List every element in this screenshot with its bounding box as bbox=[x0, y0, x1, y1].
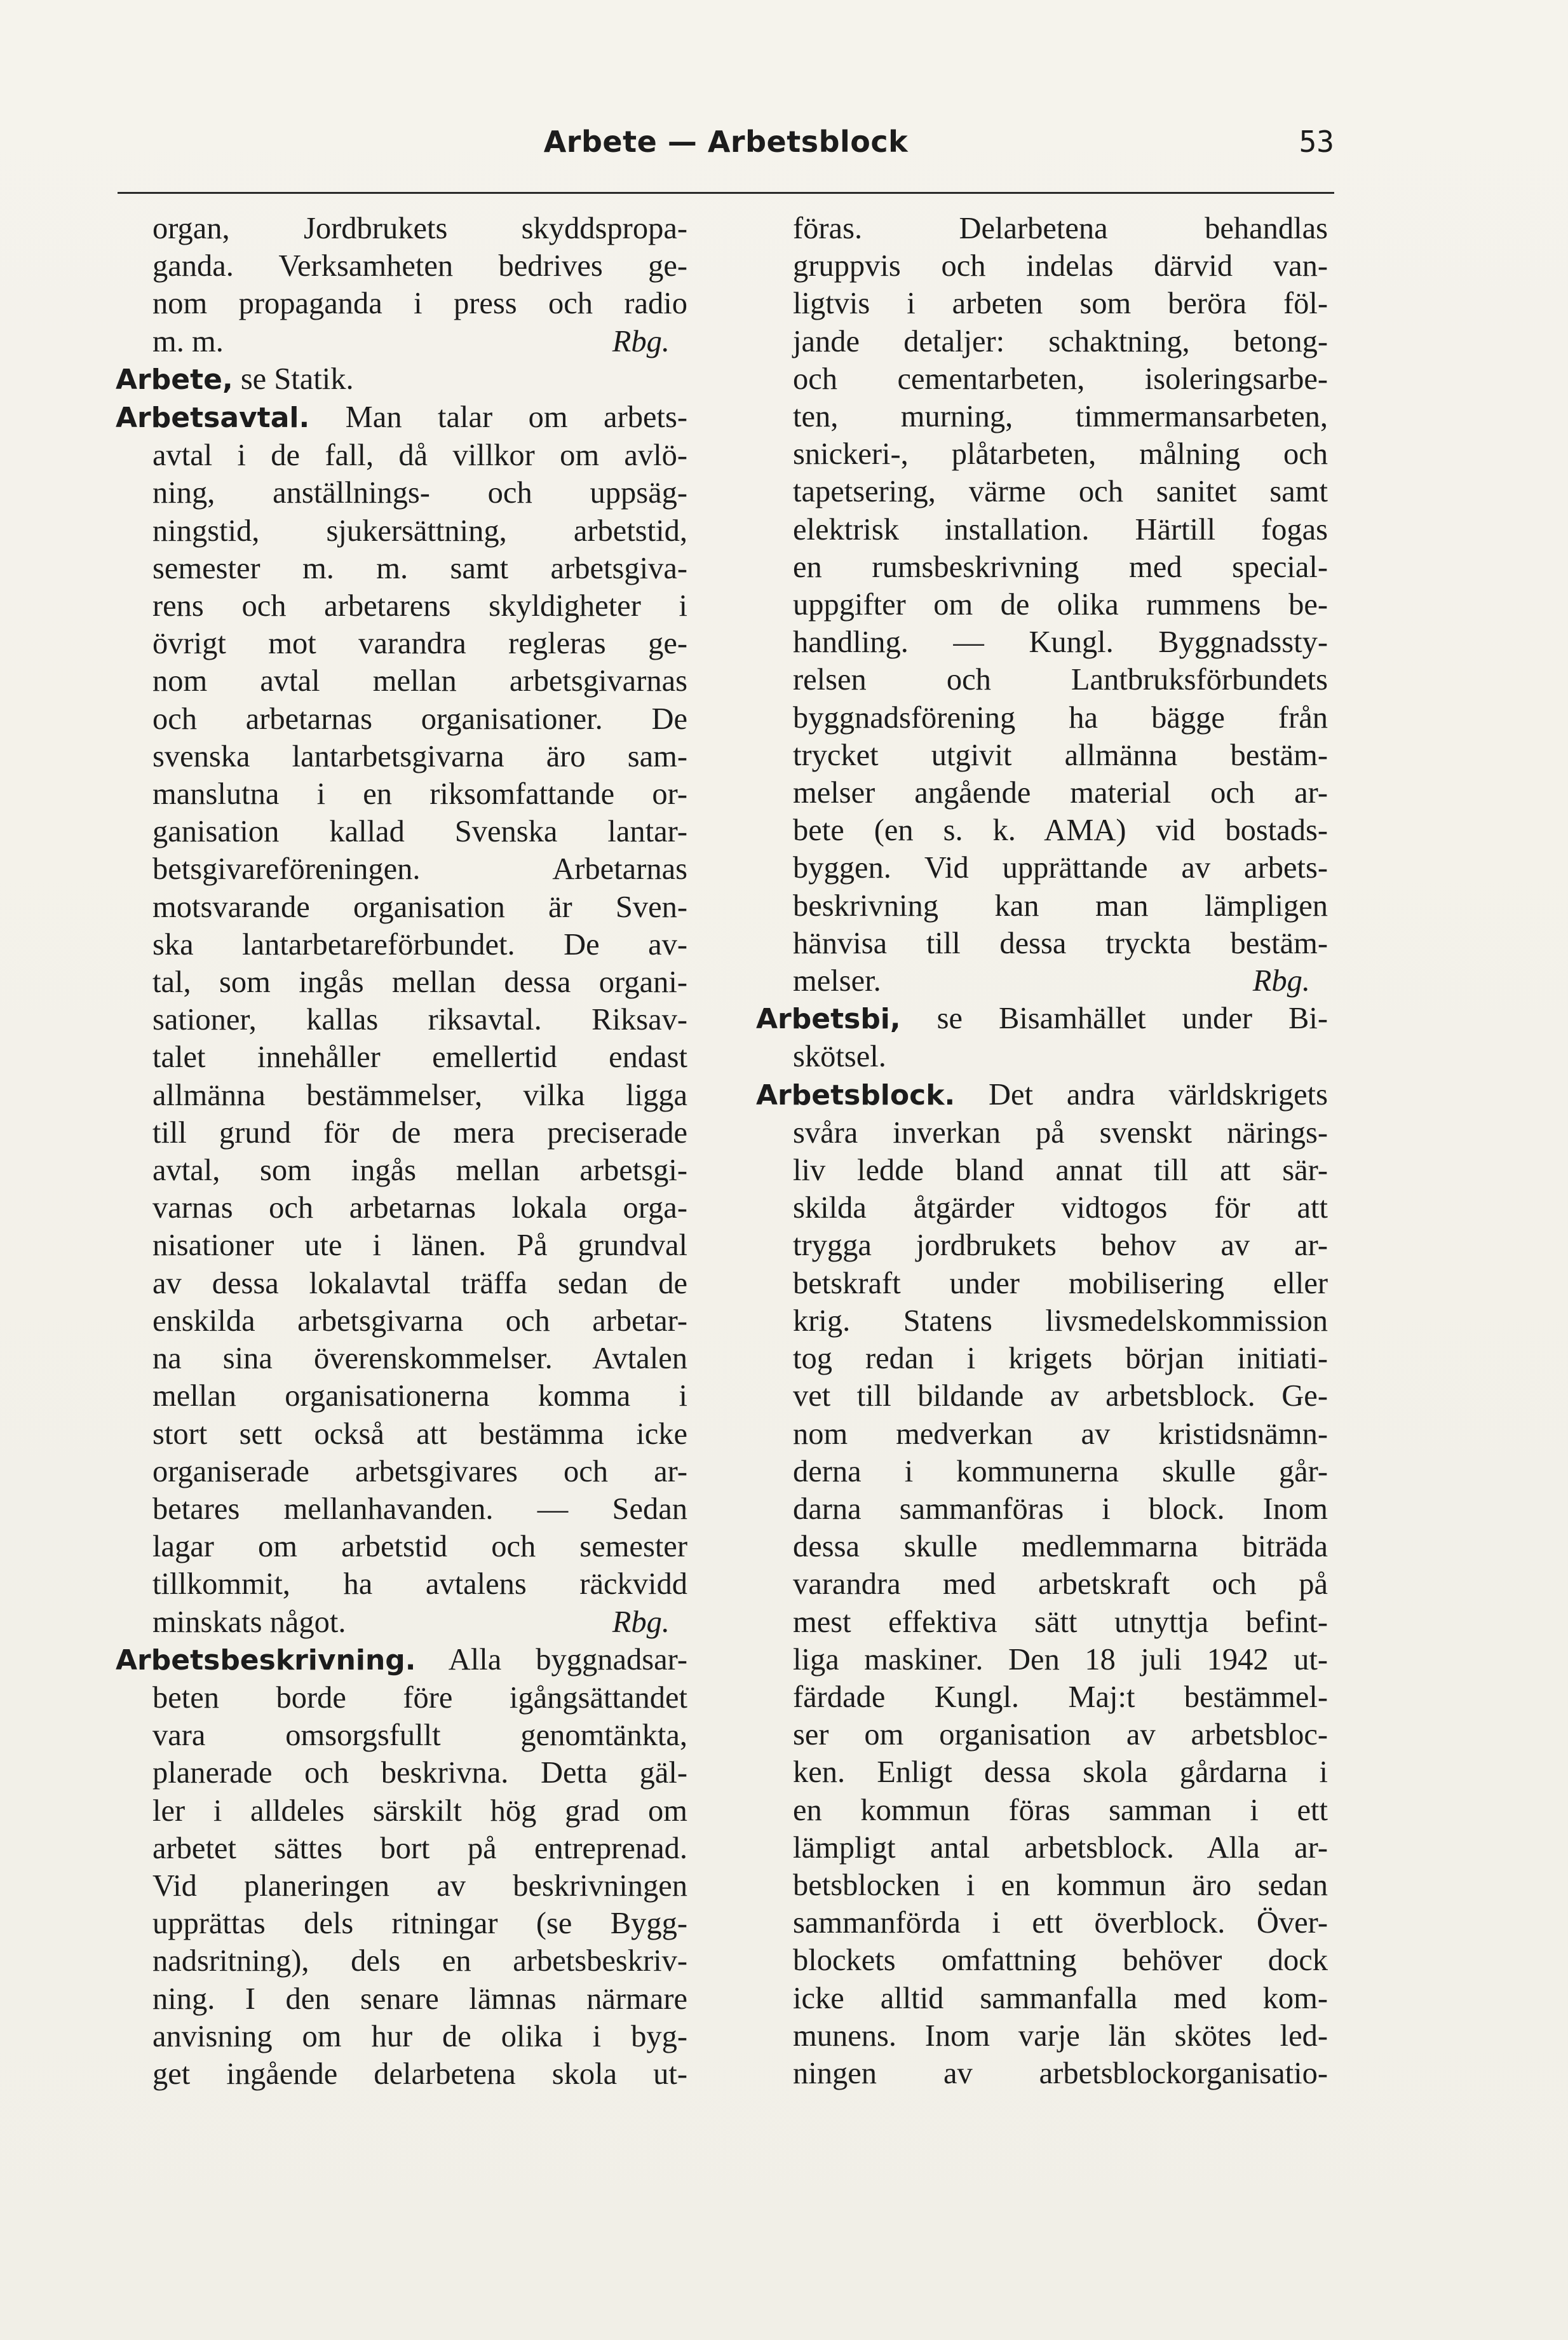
line-text: m. m. bbox=[152, 324, 224, 358]
text-line bbox=[116, 1077, 687, 1114]
text-line bbox=[756, 586, 1328, 623]
text-line bbox=[756, 1340, 1328, 1377]
text-line bbox=[116, 1227, 687, 1264]
text-line bbox=[116, 850, 687, 888]
text-line bbox=[756, 398, 1328, 435]
text-line bbox=[116, 1038, 687, 1076]
line-text: skilda åtgärder vidtogos för att bbox=[793, 1191, 1328, 1225]
line-text: Man talar om arbets- bbox=[309, 400, 687, 435]
line-text: ning, anställnings- och uppsäg- bbox=[152, 476, 687, 510]
line-text: munens. Inom varje län skötes led- bbox=[793, 2018, 1328, 2053]
text-line bbox=[756, 774, 1328, 812]
text-line bbox=[756, 661, 1328, 698]
text-line bbox=[116, 1152, 687, 1189]
text-line bbox=[116, 587, 687, 625]
text-line bbox=[116, 625, 687, 662]
text-line bbox=[756, 1038, 1328, 1075]
text-line bbox=[116, 1792, 687, 1830]
line-text: beskrivning kan man lämpligen bbox=[793, 888, 1328, 923]
line-text: nisationer ute i länen. På grundval bbox=[152, 1228, 687, 1263]
text-line bbox=[756, 2055, 1328, 2092]
line-text: se Bisamhället under Bi- bbox=[900, 1002, 1328, 1036]
text-line bbox=[756, 1792, 1328, 1829]
line-text: ganda. Verksamheten bedrives ge- bbox=[152, 249, 687, 283]
text-line bbox=[116, 398, 687, 437]
text-line bbox=[116, 360, 687, 398]
line-text: enskilda arbetsgivarna och arbetar- bbox=[152, 1303, 687, 1338]
text-line bbox=[756, 1867, 1328, 1904]
line-text: färdade Kungl. Maj:t bestämmel- bbox=[793, 1680, 1328, 1714]
line-text: beten borde före igångsättandet bbox=[152, 1680, 687, 1715]
line-text: uppgifter om de olika rummens be- bbox=[793, 588, 1328, 622]
text-line bbox=[116, 285, 687, 322]
text-line bbox=[756, 360, 1328, 398]
line-text: stort sett också att bestämma icke bbox=[152, 1417, 687, 1451]
text-line bbox=[116, 738, 687, 775]
text-line bbox=[116, 550, 687, 587]
text-line bbox=[116, 926, 687, 963]
line-text: vet till bildande av arbetsblock. Ge- bbox=[793, 1379, 1328, 1413]
text-line bbox=[116, 1340, 687, 1377]
line-text: ska lantarbetareförbundet. De av- bbox=[152, 927, 687, 962]
text-line bbox=[756, 1565, 1328, 1603]
line-text: arbetet sättes bort på entreprenad. bbox=[152, 1831, 687, 1865]
line-text: avtal i de fall, då villkor om avlö- bbox=[152, 439, 687, 473]
text-line bbox=[116, 1603, 687, 1641]
line-text: nom propaganda i press och radio bbox=[152, 287, 687, 321]
text-line bbox=[116, 1189, 687, 1227]
text-line bbox=[756, 737, 1328, 774]
line-text: liv ledde bland annat till att sär- bbox=[793, 1153, 1328, 1188]
line-text: skötsel. bbox=[793, 1040, 886, 1074]
line-text: liga maskiner. Den 18 juli 1942 ut- bbox=[793, 1642, 1328, 1677]
text-line bbox=[116, 247, 687, 285]
left-column bbox=[116, 210, 687, 2093]
line-text: övrigt mot varandra regleras ge- bbox=[152, 627, 687, 661]
page-number: 53 bbox=[1299, 125, 1334, 159]
text-line bbox=[756, 1603, 1328, 1641]
line-text: svenska lantarbetsgivarna äro sam- bbox=[152, 739, 687, 773]
text-line bbox=[756, 812, 1328, 849]
line-text: nom avtal mellan arbetsgivarnas bbox=[152, 664, 687, 698]
text-line bbox=[756, 473, 1328, 510]
line-text: Vid planeringen av beskrivningen bbox=[152, 1868, 687, 1903]
text-line bbox=[116, 1302, 687, 1340]
line-text: Det andra världskrigets bbox=[955, 1077, 1328, 1112]
text-line bbox=[116, 1980, 687, 2018]
line-text: av dessa lokalavtal träffa sedan de bbox=[152, 1266, 687, 1300]
running-head: Arbete — Arbetsblock bbox=[543, 125, 909, 159]
header-rule bbox=[118, 192, 1334, 194]
text-line bbox=[116, 1377, 687, 1415]
line-text: betsgivareföreningen. Arbetarnas bbox=[152, 852, 687, 887]
line-text: ningstid, sjukersättning, arbetstid, bbox=[152, 514, 687, 548]
line-text: snickeri-, plåtarbeten, målning och bbox=[793, 437, 1328, 472]
text-line bbox=[756, 1076, 1328, 1114]
line-text: en rumsbeskrivning med special- bbox=[793, 550, 1328, 584]
line-text: betskraft under mobilisering eller bbox=[793, 1266, 1328, 1300]
line-text: varandra med arbetskraft och på bbox=[793, 1567, 1328, 1602]
text-line bbox=[116, 512, 687, 550]
text-line bbox=[756, 247, 1328, 285]
line-text: svåra inverkan på svenskt närings- bbox=[793, 1115, 1328, 1150]
line-text: ler i alldeles särskilt hög grad om bbox=[152, 1793, 687, 1828]
line-text: sammanförda i ett överblock. Över- bbox=[793, 1906, 1328, 1940]
text-line bbox=[116, 1905, 687, 1942]
text-line bbox=[116, 1114, 687, 1152]
line-text: vara omsorgsfullt genomtänkta, bbox=[152, 1718, 687, 1753]
line-text: till grund för de mera preciserade bbox=[152, 1115, 687, 1150]
text-line bbox=[756, 1904, 1328, 1942]
line-text: talet innehåller emellertid endast bbox=[152, 1040, 687, 1075]
text-line bbox=[756, 1980, 1328, 2017]
line-text: dessa skulle medlemmarna biträda bbox=[793, 1530, 1328, 1564]
line-text: en kommun föras samman i ett bbox=[793, 1793, 1328, 1827]
text-line bbox=[756, 1716, 1328, 1753]
text-line bbox=[756, 1678, 1328, 1716]
text-line bbox=[116, 1679, 687, 1717]
text-line bbox=[116, 437, 687, 474]
text-line bbox=[756, 623, 1328, 661]
text-line bbox=[116, 1754, 687, 1792]
text-line bbox=[116, 1528, 687, 1565]
line-text: organiserade arbetsgivares och ar- bbox=[152, 1454, 687, 1488]
line-text: blockets omfattning behöver dock bbox=[793, 1943, 1328, 1978]
line-text: allmänna bestämmelser, vilka ligga bbox=[152, 1078, 687, 1112]
text-line bbox=[116, 1453, 687, 1490]
line-text: och arbetarnas organisationer. De bbox=[152, 702, 687, 736]
text-line bbox=[116, 1830, 687, 1867]
text-line bbox=[756, 1641, 1328, 1678]
line-text: betares mellanhavanden. — Sedan bbox=[152, 1492, 687, 1526]
text-line bbox=[116, 1717, 687, 1754]
text-line bbox=[756, 1377, 1328, 1415]
text-line bbox=[116, 963, 687, 1001]
entry-headword: Arbetsblock. bbox=[756, 1078, 956, 1112]
line-text: och cementarbeten, isoleringsarbe- bbox=[793, 362, 1328, 396]
author-signature: Rbg. bbox=[612, 324, 670, 358]
text-line bbox=[116, 1641, 687, 1679]
text-line bbox=[756, 1152, 1328, 1189]
text-line bbox=[756, 435, 1328, 473]
line-text: tal, som ingås mellan dessa organi- bbox=[152, 965, 687, 1000]
page-header bbox=[118, 125, 1334, 175]
line-text: betsblocken i en kommun äro sedan bbox=[793, 1868, 1328, 1902]
author-signature: Rbg. bbox=[1252, 964, 1310, 998]
line-text: ning. I den senare lämnas närmare bbox=[152, 1982, 687, 2016]
text-line bbox=[756, 699, 1328, 737]
line-text: ten, murning, timmermansarbeten, bbox=[793, 400, 1328, 434]
line-text: na sina överenskommelser. Avtalen bbox=[152, 1342, 687, 1376]
line-text: ganisation kallad Svenska lantar- bbox=[152, 815, 687, 849]
line-text: mest effektiva sätt utnyttja befint- bbox=[793, 1605, 1328, 1639]
entry-headword: Arbetsavtal. bbox=[116, 402, 310, 435]
text-line bbox=[116, 1265, 687, 1302]
text-line bbox=[116, 1942, 687, 1980]
text-line bbox=[756, 1265, 1328, 1302]
text-line bbox=[756, 1453, 1328, 1490]
text-line bbox=[756, 285, 1328, 322]
line-text: ser om organisation av arbetsbloc- bbox=[793, 1718, 1328, 1752]
text-line bbox=[116, 474, 687, 512]
text-line bbox=[116, 210, 687, 247]
text-line bbox=[756, 1302, 1328, 1340]
line-text: varnas och arbetarnas lokala orga- bbox=[152, 1191, 687, 1225]
line-text: rens och arbetarens skyldigheter i bbox=[152, 589, 687, 623]
line-text: relsen och Lantbruksförbundets bbox=[793, 663, 1328, 697]
line-text: nom medverkan av kristidsnämn- bbox=[793, 1417, 1328, 1451]
line-text: trycket utgivit allmänna bestäm- bbox=[793, 738, 1328, 772]
line-text: lämpligt antal arbetsblock. Alla ar- bbox=[793, 1830, 1328, 1865]
line-text: hänvisa till dessa tryckta bestäm- bbox=[793, 926, 1328, 960]
line-text: byggen. Vid upprättande av arbets- bbox=[793, 851, 1328, 885]
line-text: föras. Delarbetena behandlas bbox=[793, 212, 1328, 245]
line-text: Alla byggnadsar- bbox=[416, 1642, 687, 1677]
text-line bbox=[756, 511, 1328, 548]
line-text: ken. Enligt dessa skola gårdarna i bbox=[793, 1755, 1328, 1790]
line-text: icke alltid sammanfalla med kom- bbox=[793, 1981, 1328, 2015]
text-line bbox=[756, 887, 1328, 925]
line-text: organ, Jordbrukets skyddspropa- bbox=[152, 212, 687, 245]
line-text: jande detaljer: schaktning, betong- bbox=[793, 324, 1328, 358]
text-line bbox=[116, 323, 687, 360]
text-line bbox=[116, 1490, 687, 1528]
line-text: manslutna i en riksomfattande or- bbox=[152, 777, 687, 812]
line-text: motsvarande organisation är Sven- bbox=[152, 890, 687, 924]
text-line bbox=[756, 323, 1328, 360]
line-text: tillkommit, ha avtalens räckvidd bbox=[152, 1567, 687, 1602]
line-text: elektrisk installation. Härtill fogas bbox=[793, 512, 1328, 547]
line-text: melser. bbox=[793, 964, 881, 998]
line-text: darna sammanföras i block. Inom bbox=[793, 1492, 1328, 1526]
line-text: nadsritning), dels en arbetsbeskriv- bbox=[152, 1944, 687, 1978]
line-text: upprättas dels ritningar (se Bygg- bbox=[152, 1907, 687, 1941]
line-text: byggnadsförening ha bägge från bbox=[793, 700, 1328, 735]
line-text: se Statik. bbox=[233, 362, 354, 396]
line-text: minskats något. bbox=[152, 1605, 346, 1639]
text-line bbox=[116, 1001, 687, 1038]
line-text: handling. — Kungl. Byggnadssty- bbox=[793, 625, 1328, 660]
text-line bbox=[116, 775, 687, 813]
text-line bbox=[756, 2017, 1328, 2055]
entry-headword: Arbetsbi, bbox=[756, 1003, 901, 1036]
text-line bbox=[116, 700, 687, 738]
text-line bbox=[116, 2018, 687, 2055]
line-text: derna i kommunerna skulle går- bbox=[793, 1454, 1328, 1488]
text-line bbox=[116, 1565, 687, 1603]
text-line bbox=[756, 210, 1328, 247]
entry-headword: Arbetsbeskrivning. bbox=[116, 1643, 416, 1677]
line-text: anvisning om hur de olika i byg- bbox=[152, 2019, 687, 2053]
text-line bbox=[756, 1114, 1328, 1152]
text-line bbox=[116, 1415, 687, 1453]
text-line bbox=[756, 925, 1328, 962]
text-line bbox=[116, 813, 687, 850]
line-text: tapetsering, värme och sanitet samt bbox=[793, 475, 1328, 509]
text-line bbox=[756, 1528, 1328, 1565]
text-line bbox=[756, 1227, 1328, 1264]
text-line bbox=[756, 548, 1328, 586]
text-line bbox=[116, 888, 687, 926]
text-line bbox=[756, 1000, 1328, 1038]
line-text: lagar om arbetstid och semester bbox=[152, 1530, 687, 1564]
line-text: tog redan i krigets början initiati- bbox=[793, 1342, 1328, 1376]
text-line bbox=[756, 1490, 1328, 1528]
text-line bbox=[116, 2055, 687, 2093]
text-line bbox=[756, 849, 1328, 887]
entry-headword: Arbete, bbox=[116, 363, 233, 396]
author-signature: Rbg. bbox=[612, 1605, 670, 1639]
line-text: gruppvis och indelas därvid van- bbox=[793, 249, 1328, 283]
line-text: melser angående material och ar- bbox=[793, 776, 1328, 810]
line-text: semester m. m. samt arbetsgiva- bbox=[152, 551, 687, 585]
line-text: ligtvis i arbeten som beröra föl- bbox=[793, 287, 1328, 321]
text-line bbox=[756, 962, 1328, 1000]
text-line bbox=[756, 1942, 1328, 1979]
right-column bbox=[756, 210, 1328, 2092]
text-line bbox=[756, 1189, 1328, 1227]
line-text: bete (en s. k. AMA) vid bostads- bbox=[793, 813, 1328, 848]
text-line bbox=[756, 1753, 1328, 1791]
line-text: planerade och beskrivna. Detta gäl- bbox=[152, 1756, 687, 1790]
text-line bbox=[116, 662, 687, 700]
text-line bbox=[756, 1415, 1328, 1453]
line-text: avtal, som ingås mellan arbetsgi- bbox=[152, 1153, 687, 1188]
text-line bbox=[116, 1867, 687, 1905]
text-line bbox=[756, 1829, 1328, 1867]
line-text: get ingående delarbetena skola ut- bbox=[152, 2057, 687, 2091]
line-text: sationer, kallas riksavtal. Riksav- bbox=[152, 1003, 687, 1037]
line-text: ningen av arbetsblockorganisatio- bbox=[793, 2056, 1328, 2090]
line-text: krig. Statens livsmedelskommission bbox=[793, 1303, 1328, 1338]
line-text: trygga jordbrukets behov av ar- bbox=[793, 1228, 1328, 1263]
line-text: mellan organisationerna komma i bbox=[152, 1379, 687, 1413]
